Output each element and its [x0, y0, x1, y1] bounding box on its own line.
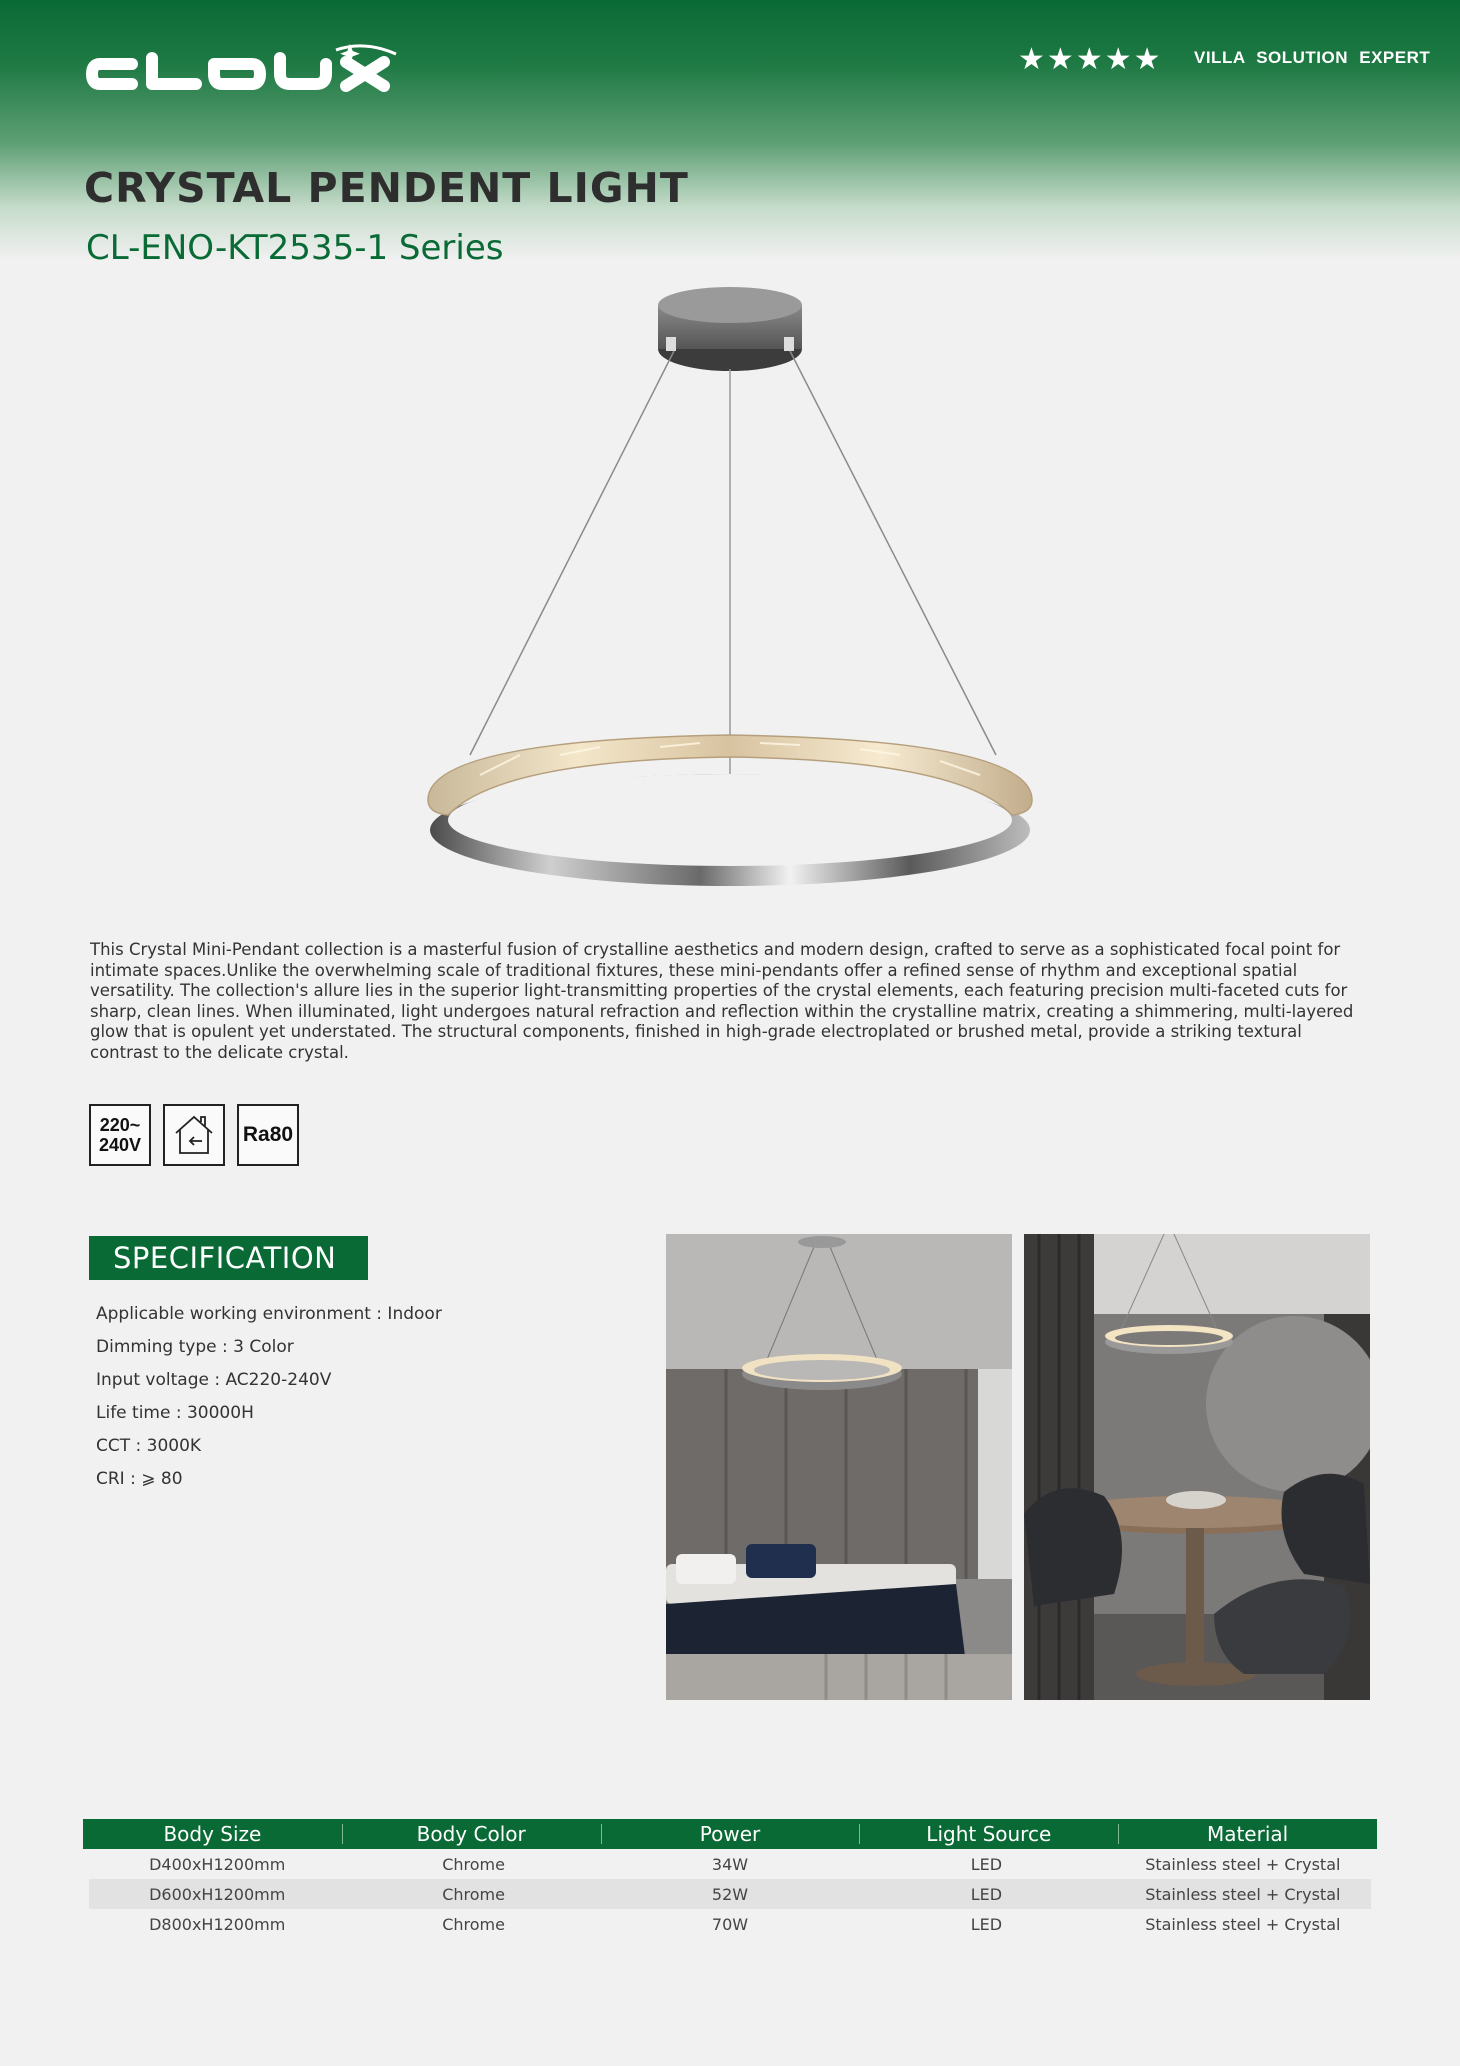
spec-item: CCT : 3000K — [96, 1436, 202, 1456]
pendant-light-image — [400, 285, 1060, 925]
brand-tagline: VILLA SOLUTION EXPERT — [1194, 48, 1431, 67]
table-header-cell: Body Color — [342, 1819, 601, 1849]
cloux-logo — [84, 44, 436, 104]
star-icon: ★ — [1046, 42, 1074, 77]
voltage-line-2: 240V — [98, 1135, 142, 1155]
product-variants-table — [83, 1819, 1377, 1939]
table-row — [89, 1879, 1371, 1909]
table-cell: 70W — [711, 1914, 749, 1934]
spec-item: CRI : ⩾ 80 — [96, 1469, 183, 1489]
table-header — [83, 1819, 1377, 1849]
spec-item: Dimming type : 3 Color — [96, 1337, 294, 1357]
page-title: CRYSTAL PENDENT LIGHT — [84, 164, 689, 212]
voltage-line-1: 220~ — [99, 1115, 141, 1135]
table-cell: Stainless steel + Crystal — [1145, 1884, 1341, 1904]
table-cell: Stainless steel + Crystal — [1145, 1914, 1341, 1934]
specification-heading: SPECIFICATION — [89, 1236, 368, 1280]
table-header-cell: Light Source — [859, 1819, 1118, 1849]
table-header-cell: Material — [1118, 1819, 1377, 1849]
product-description: This Crystal Mini-Pendant collection is a masterful fusion of crystalline aesthetics and modern design, crafted to serve as a sophisticated focal point for intimate spaces.Unlike the overwhelming scale of traditional fixtures, these mini-pendants offer a refined sense of rhythm and exceptional spatial versatility. The collection's allure lies in the superior light-transmitting properties of the crystal elements, each featuring precision multi-faceted cuts for sharp, clean lines. When illuminated, light undergoes natural refraction and reflection within the crystalline matrix, creating a shimmering, multi-layered glow that is opulent yet understated. The structural components, finished in high-grade electroplated or brushed metal, provide a striking textural contrast to the delicate crystal. — [90, 940, 1354, 1062]
table-row — [89, 1849, 1371, 1879]
spec-item: Life time : 30000H — [96, 1403, 254, 1423]
rating-stars — [1018, 40, 1161, 80]
header-banner — [0, 0, 1460, 260]
table-cell: LED — [970, 1854, 1003, 1874]
table-cell: Chrome — [442, 1854, 505, 1874]
cri-badge: Ra80 — [237, 1104, 299, 1166]
table-cell: 34W — [711, 1854, 749, 1874]
indoor-house-icon — [163, 1104, 225, 1166]
specification-list — [96, 1302, 442, 1500]
table-cell: Stainless steel + Crystal — [1145, 1854, 1341, 1874]
spec-item: Input voltage : AC220-240V — [96, 1370, 332, 1390]
series-subtitle: CL-ENO-KT2535-1 Series — [86, 228, 504, 268]
table-cell: D600xH1200mm — [149, 1884, 286, 1904]
table-cell: Chrome — [442, 1884, 505, 1904]
star-icon: ★ — [1075, 42, 1103, 77]
bedroom-scene-photo — [666, 1234, 1012, 1700]
star-icon: ★ — [1104, 42, 1132, 77]
table-row — [89, 1909, 1371, 1939]
table-header-cell: Body Size — [163, 1822, 262, 1846]
table-cell: D800xH1200mm — [149, 1914, 286, 1934]
star-icon: ★ — [1018, 42, 1045, 77]
star-icon: ★ — [1133, 42, 1161, 77]
spec-item: Applicable working environment : Indoor — [96, 1304, 442, 1324]
table-cell: 52W — [711, 1884, 749, 1904]
feature-badges — [89, 1104, 299, 1166]
table-cell: LED — [970, 1914, 1003, 1934]
voltage-badge — [89, 1104, 151, 1166]
table-header-cell: Power — [601, 1819, 860, 1849]
table-cell: Chrome — [442, 1914, 505, 1934]
table-cell: D400xH1200mm — [149, 1854, 286, 1874]
dining-scene-photo — [1024, 1234, 1370, 1700]
table-cell: LED — [970, 1884, 1003, 1904]
